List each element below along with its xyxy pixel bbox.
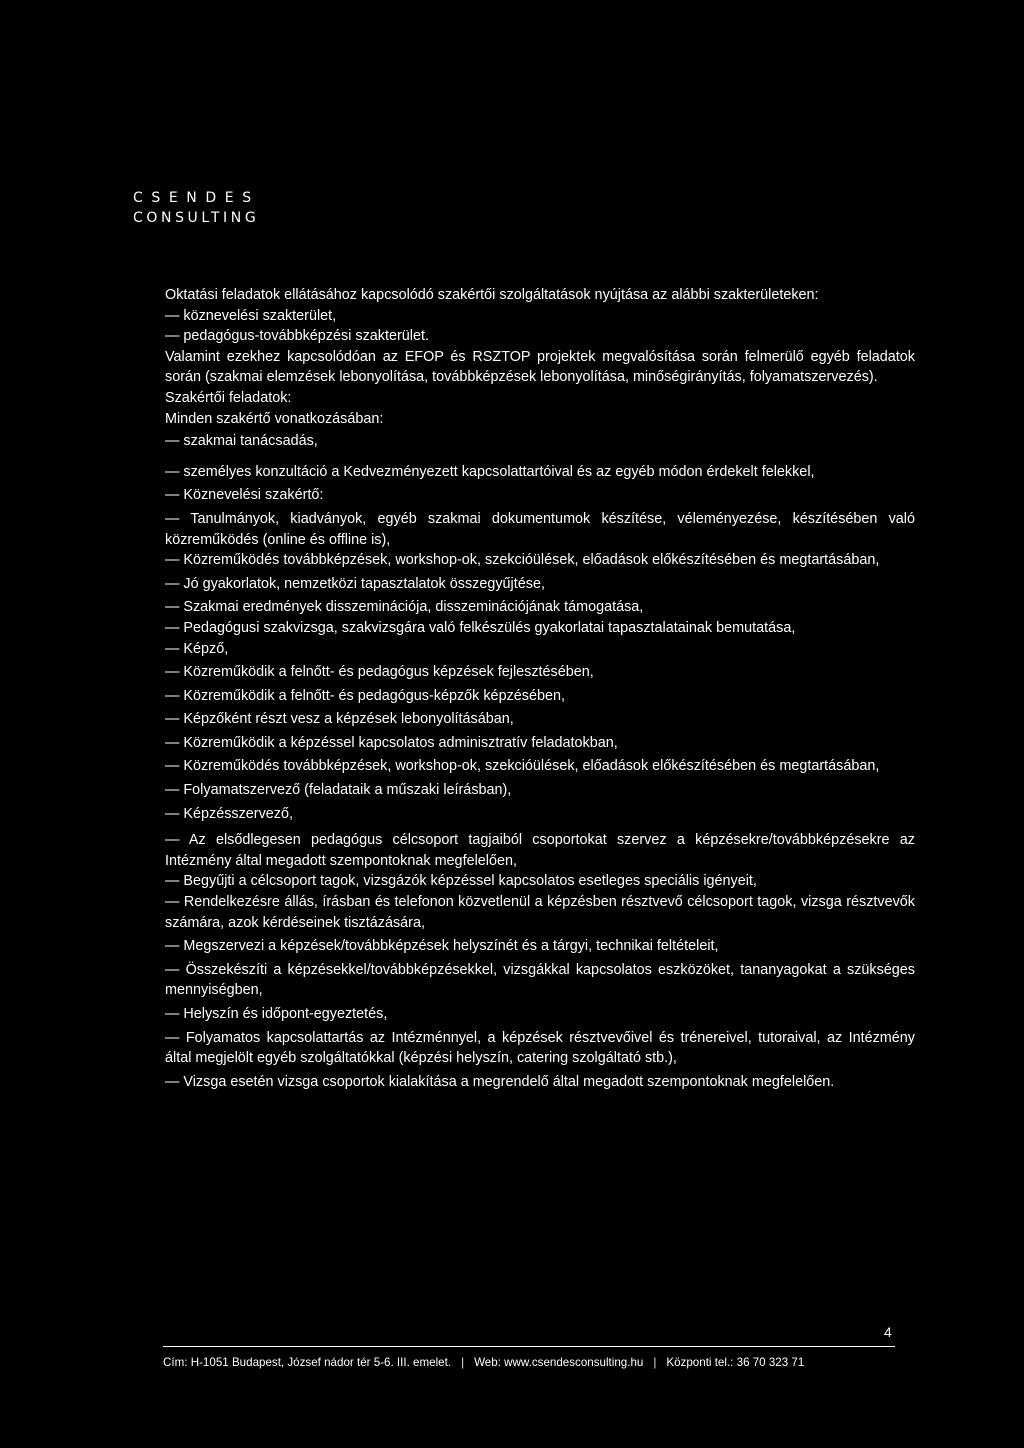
- list-item: — Szakmai eredmények disszeminációja, disszeminációjának támogatása,: [165, 599, 644, 616]
- list-item: — Köznevelési szakértő:: [165, 487, 324, 504]
- footer-separator: |: [461, 1356, 465, 1369]
- list-item: — Közreműködik a felnőtt- és pedagógus-képzők képzésében,: [165, 687, 565, 704]
- list-item: — Folyamatos kapcsolattartás az Intézménnyel, a képzések résztvevőivel és trénereivel, tutoraival, az Intézmény által megjelölt egyéb szolgáltatókkal (képzési helyszín, catering szolgáltató stb.),: [165, 1029, 915, 1067]
- list-item: — köznevelési szakterület,: [165, 307, 337, 324]
- list-item: — Közreműködik a felnőtt- és pedagógus képzések fejlesztésében,: [165, 664, 594, 681]
- footer-phone: Központi tel.: 36 70 323 71: [666, 1356, 805, 1369]
- paragraph: Valamint ezekhez kapcsolódóan az EFOP és RSZTOP projektek megvalósítása során felmerülő egyéb feladatok során (szakmai elemzések lebonyolítása, továbbképzések lebonyolítása, minőségirányítás, folyamatszervezés).: [165, 348, 915, 386]
- footer: [163, 1356, 903, 1369]
- footer-separator: |: [653, 1356, 657, 1369]
- intro-paragraph: Oktatási feladatok ellátásához kapcsolódó szakértői szolgáltatások nyújtása az alábbi szakterületeken:: [165, 287, 819, 303]
- list-item: — Közreműködik a képzéssel kapcsolatos adminisztratív feladatokban,: [165, 734, 618, 751]
- list-item: — Helyszín és időpont-egyeztetés,: [165, 1006, 388, 1022]
- list-item: — szakmai tanácsadás,: [165, 433, 318, 450]
- document-body: [165, 285, 915, 1092]
- list-item: — Megszervezi a képzések/továbbképzések helyszínét és a tárgyi, technikai feltételeit,: [165, 938, 719, 955]
- company-logo: [133, 188, 260, 228]
- list-item: — Közreműködés továbbképzések, workshop-ok, szekcióülések, előadások előkészítésében és megtartásában,: [165, 552, 880, 569]
- list-item: — Pedagógusi szakvizsga, szakvizsgára való felkészülés gyakorlatai tapasztalatainak bemutatása,: [165, 619, 796, 636]
- list-item: — Összekészíti a képzésekkel/továbbképzésekkel, vizsgákkal kapcsolatos eszközöket, tananyagokat a szükséges mennyiségben,: [165, 961, 915, 999]
- list-item: — Jó gyakorlatok, nemzetközi tapasztalatok összegyűjtése,: [165, 575, 545, 592]
- list-item: — Képzőként részt vesz a képzések lebonyolításában,: [165, 711, 514, 728]
- footer-divider: [163, 1346, 895, 1347]
- list-item: — pedagógus-továbbképzési szakterület.: [165, 328, 429, 345]
- subheading: Minden szakértő vonatkozásában:: [165, 410, 384, 427]
- list-item: — Tanulmányok, kiadványok, egyéb szakmai dokumentumok készítése, véleményezése, készítésében való közreműködés (online és offline is),: [165, 510, 915, 548]
- list-item: — Vizsga esetén vizsga csoportok kialakítása a megrendelő által megadott szempontoknak megfelelően.: [165, 1073, 835, 1090]
- page-number: 4: [884, 1324, 892, 1340]
- list-item: — Képző,: [165, 640, 229, 657]
- list-item: — Rendelkezésre állás, írásban és telefonon közvetlenül a képzésben résztvevő célcsoport tagok, vizsga résztvevők számára, azok kérdéseinek tisztázására,: [165, 894, 915, 931]
- footer-web: Web: www.csendesconsulting.hu: [474, 1356, 644, 1369]
- logo-line-2: CONSULTING: [133, 210, 260, 226]
- logo-line-1: CSENDES: [133, 190, 260, 206]
- list-item: — Folyamatszervező (feladataik a műszaki leírásban),: [165, 782, 512, 799]
- list-item: — Közreműködés továbbképzések, workshop-ok, szekcióülések, előadások előkészítésében és megtartásában,: [165, 758, 880, 775]
- footer-address: Cím: H-1051 Budapest, József nádor tér 5-6. III. emelet.: [163, 1356, 452, 1369]
- list-item: — Képzésszervező,: [165, 805, 293, 822]
- list-item: — Az elsődlegesen pedagógus célcsoport tagjaiból csoportokat szervez a képzésekre/továbbképzésekre az Intézmény által megadott szempontoknak megfelelően,: [165, 832, 915, 869]
- list-item: — személyes konzultáció a Kedvezményezett kapcsolattartóival és az egyéb módon érdekelt felekkel,: [165, 463, 815, 480]
- list-item: — Begyűjti a célcsoport tagok, vizsgázók képzéssel kapcsolatos esetleges speciális igényeit,: [165, 873, 757, 890]
- section-heading: Szakértői feladatok:: [165, 389, 292, 406]
